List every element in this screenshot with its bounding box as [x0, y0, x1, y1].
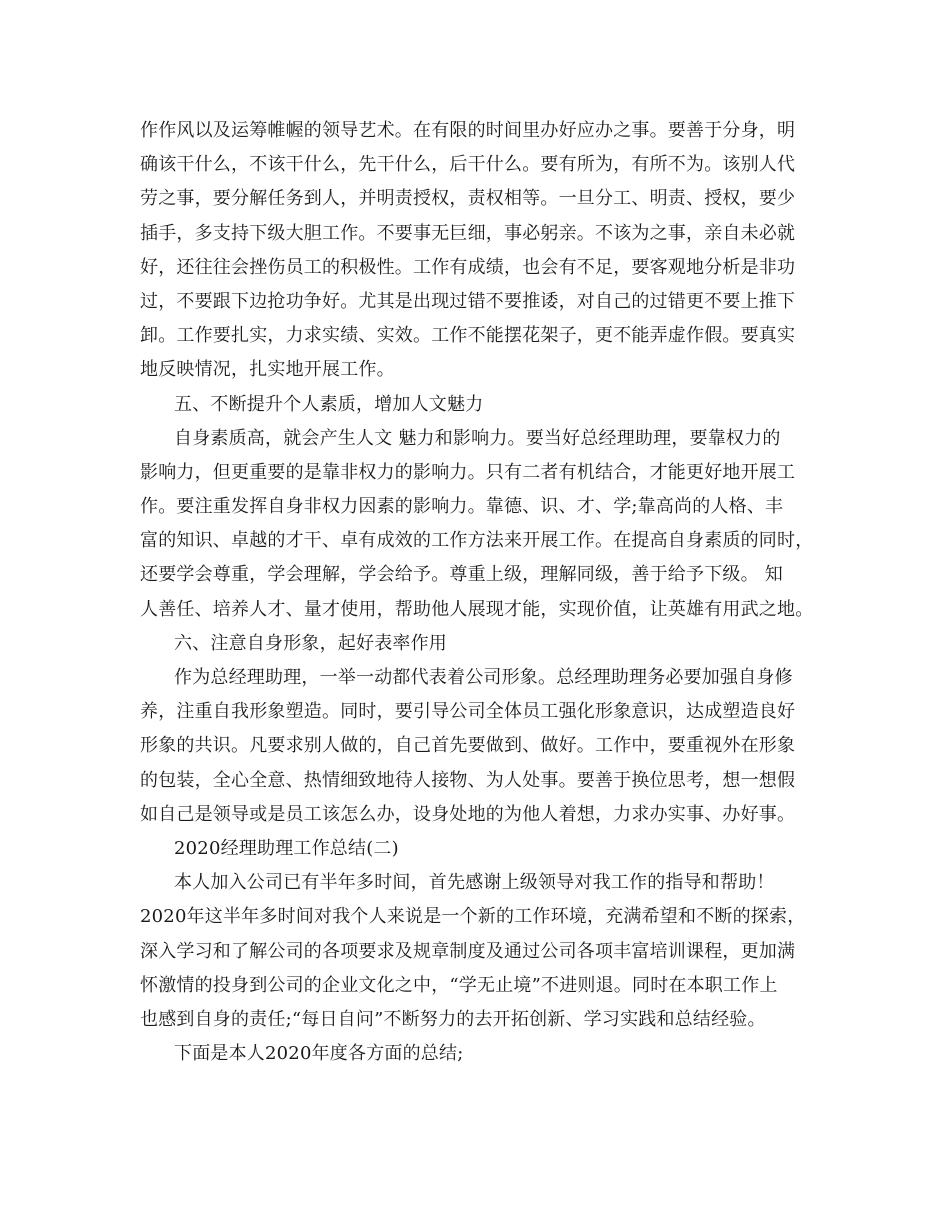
section-heading: 五、不断提升个人素质，增加人文魅力 — [174, 393, 484, 415]
body-line: 作。要注重发挥自身非权力因素的影响力。靠德、识、才、学;靠高尚的人格、丰 — [140, 496, 784, 518]
section-heading: 六、注意自身形象，起好表率作用 — [174, 632, 447, 654]
body-line: 形象的共识。凡要求别人做的，自己首先要做到、做好。工作中，要重视外在形象 — [140, 735, 796, 757]
body-line: 作为总经理助理，一举一动都代表着公司形象。总经理助理务必要加强自身修 — [174, 667, 793, 688]
body-line: 下面是本人2020年度各方面的总结; — [174, 1043, 464, 1065]
document-body — [140, 114, 820, 1071]
body-line: 过，不要跟下边抢功争好。尤其是出现过错不要推诿，对自己的过错更不要上推下 — [140, 290, 796, 312]
document-subtitle: 2020经理助理工作总结(二) — [174, 837, 399, 859]
body-line: 深入学习和了解公司的各项要求及规章制度及通过公司各项丰富培训课程，更加满 — [140, 940, 796, 962]
body-line: 的包装，全心全意、热情细致地待人接物、为人处事。要善于换位思考，想一想假 — [140, 769, 796, 791]
body-line: 地反映情况，扎实地开展工作。 — [140, 359, 395, 381]
body-line: 富的知识、卓越的才干、卓有成效的工作方法来开展工作。在提高自身素质的同时， — [140, 530, 814, 552]
body-line: 如自己是领导或是员工该怎么办，设身处地的为他人着想，力求办实事、办好事。 — [140, 803, 796, 825]
body-line: 好，还往往会挫伤员工的积极性。工作有成绩，也会有不足，要客观地分析是非功 — [140, 256, 796, 278]
body-line: 作作风以及运筹帷幄的领导艺术。在有限的时间里办好应办之事。要善于分身，明 — [140, 120, 796, 141]
body-line: 卸。工作要扎实，力求实绩、实效。工作不能摆花架子，更不能弄虚作假。要真实 — [140, 325, 796, 347]
body-line: 2020年这半年多时间对我个人来说是一个新的工作环境，充满希望和不断的探索， — [140, 906, 806, 928]
body-line: 怀激情的投身到公司的企业文化之中，“学无止境”不进则退。同时在本职工作上 — [140, 974, 778, 996]
body-line: 养，注重自我形象塑造。同时，要引导公司全体员工强化形象意识，达成塑造良好 — [140, 701, 796, 723]
body-line: 劳之事，要分解任务到人，并明责授权，责权相等。一旦分工、明责、授权，要少 — [140, 188, 796, 210]
body-line: 确该干什么，不该干什么，先干什么，后干什么。要有所为，有所不为。该别人代 — [140, 154, 796, 176]
body-line: 影响力，但更重要的是靠非权力的影响力。只有二者有机结合，才能更好地开展工 — [140, 461, 796, 483]
body-line: 也感到自身的责任;“每日自问”不断努力的去开拓创新、学习实践和总结经验。 — [140, 1008, 766, 1030]
body-line: 自身素质高，就会产生人文 魅力和影响力。要当好总经理助理，要靠权力的 — [174, 427, 781, 449]
body-line: 还要学会尊重，学会理解，学会给予。尊重上级，理解同级，善于给予下级。 知 — [140, 564, 783, 586]
body-line: 本人加入公司已有半年多时间，首先感谢上级领导对我工作的指导和帮助！ — [174, 872, 775, 894]
body-line: 人善任、培养人才、量才使用，帮助他人展现才能，实现价值，让英雄有用武之地。 — [140, 598, 814, 620]
body-line: 插手，多支持下级大胆工作。不要事无巨细，事必躬亲。不该为之事，亲自未必就 — [140, 222, 796, 244]
